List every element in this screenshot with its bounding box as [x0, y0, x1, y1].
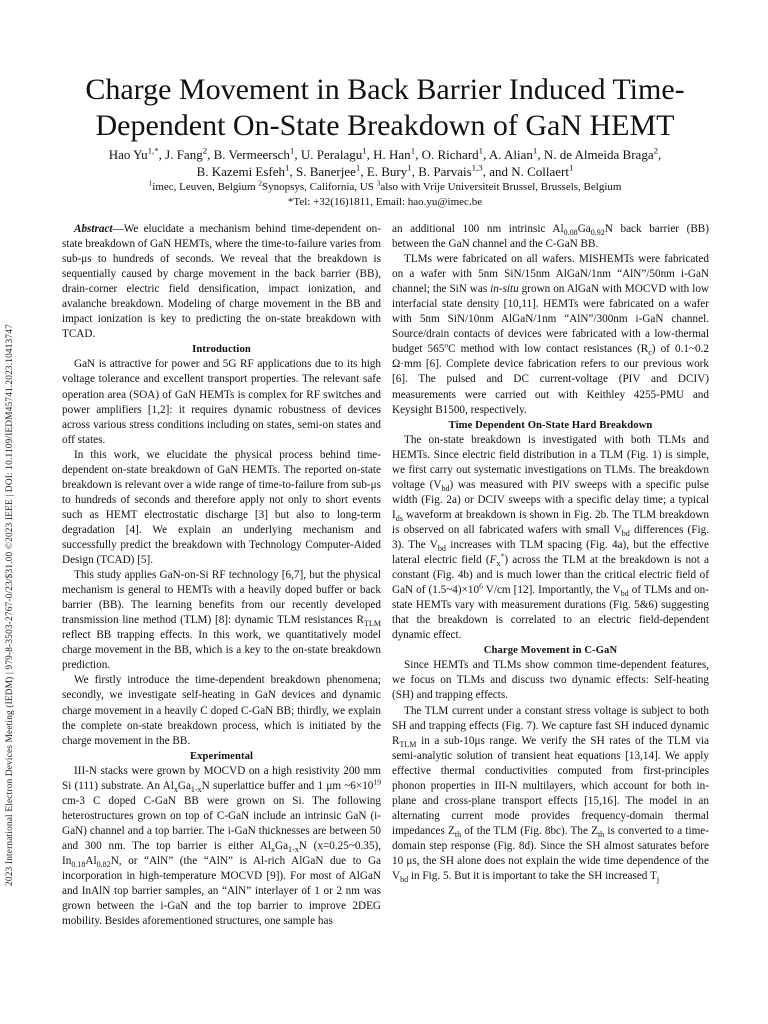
- authors-line-2: B. Kazemi Esfeh$^1$, S. Banerjee$^1$, E. Bury$^1$, B. Parvais$^{1,3}$, and N. Collaert$^1$: [196, 162, 574, 179]
- paper-header: [40, 72, 730, 210]
- section-heading-introduction: Introduction: [192, 344, 251, 356]
- affiliations: $^1$imec, Leuven, Belgium $^2$Synopsys, California, US $^3$also with Vrije Universiteit Brussel, Brussels, Belgium: [148, 178, 622, 193]
- abstract-label: Abstract: [74, 223, 113, 235]
- section-heading-experimental: Experimental: [189, 750, 254, 762]
- title-line-2: Dependent On-State Breakdown of GaN HEMT: [95, 109, 675, 142]
- charge-movement-paragraph-2: The TLM current under a constant stress voltage is subject to both SH and trapping effects (Fig. 7). We capture fast SH induced dynamic $R_{TLM}$ in a sub-10μs range. We verify the SH rates of the TLM via semi-analytic solution of transient heat equations [13,14]. We apply effective thermal conductivities computed from first-principles phonon properties in III-N multilayers, which account for both in-plane and cross-plane transport effects [15,16]. The model in an alternating current mode provides frequency-domain thermal impedances $Z_{th}$ of the TLM (Fig. 8bc). The $Z_{th}$ is converted to a time-domain step response (Fig. 8d). Since the SH almost saturates before 10 μs, the SH alone does not explain the wide time dependence of the $V_{bd}$ in Fig. 5. But it is important to take the SH increased $T_j$: [392, 704, 709, 885]
- left-column: [62, 222, 381, 929]
- experimental-paragraph-2: TLMs were fabricated on all wafers. MISHEMTs were fabricated on a wafer with 5nm SiN/15nm AlGaN/1nm “AlN”/50nm i-GaN channel; the SiN was in-situ grown on AlGaN with MOCVD with low interfacial state density [10,11]. HEMTs were fabricated on a wafer with 5nm SiN/10nm AlGaN/1nm “AlN”/300nm i-GaN channel. Source/drain contacts of devices were fabricated with a low-thermal budget 565$^o$C method with low contact resistances $(R_c)$ of 0.1~0.2 Ω·mm [6]. Complete device fabrication refers to our previous work [6]. The pulsed and DC current-voltage (PIV and DCIV) measurements were carried out with Keithley 4255-PMU and Keysight B1500, respectively.: [392, 253, 709, 416]
- intro-paragraph-4: We firstly introduce the time-dependent breakdown phenomena; secondly, we investigate self-heating in GaN devices and dynamic charge movement in a heavily C doped C-GaN BB; thirdly, we explain the complete on-state breakdown process, which is initiated by the charge movement in the BB.: [62, 674, 381, 747]
- experimental-paragraph-1: III-N stacks were grown by MOCVD on a high resistivity 200 mm Si (111) substrate. An $Al_xGa_{1-x}N$ superlattice buffer and 1 μm $\sim 6\times 10^{19}$ cm-3 C doped C-GaN BB were grown on Si. The following heterostructures grown on top of C-GaN include an intrinsic GaN (i-GaN) channel and a top barrier. The i-GaN thicknesses are between 50 and 300 nm. The top barrier is either $Al_xGa_{1-x}N$ (x=0.25~0.35), $In_{0.18}Al_{0.82}N$, or “AlN” (the “AlN” is Al-rich AlGaN due to Ga incorporation in high-temperature MOCVD [9]). For most of AlGaN and InAlN top barrier samples, an “AlN” interlayer of 1 or 2 nm was grown between the i-GaN and the top barrier to improve 2DEG mobility. Besides aforementioned structures, one sample has: [62, 764, 382, 928]
- doi-citation-text: 2023 International Electron Devices Meeting (IEDM) | 979-8-3503-2767-0/23/$31.00 ©2023 IEEE | DOI: 10.1109/IEDM45741.2023.10413747: [5, 324, 15, 886]
- intro-paragraph-1: GaN is attractive for power and 5G RF applications due to its high voltage tolerance and excellent transport properties. The relevant safe operation area (SOA) of GaN HEMTs is complex for RF switches and power amplifiers [1,2]: it requires dynamic robustness of devices across various stress conditions including on states, semi-on states and off states.: [62, 358, 381, 446]
- experimental-paragraph-continued: an additional 100 nm intrinsic $Al_{0.08}Ga_{0.92}N$ back barrier (BB) between the GaN channel and the C-GaN BB.: [392, 223, 709, 251]
- abstract-text: —We elucidate a mechanism behind time-dependent on-state breakdown of GaN HEMTs, where the time-to-failure varies from sub-μs to hundreds of seconds. We reveal that the breakdown is sequentially caused by charge movement in the back barrier (BB), drain-corner electric field densification, impact ionization, and avalanche breakdown. Modeling of charge movement in the BB and impact ionization is key to predicting the on-state breakdown with TCAD.: [62, 223, 381, 341]
- section-heading-charge-movement: Charge Movement in C-GaN: [483, 645, 618, 657]
- title-line-1: Charge Movement in Back Barrier Induced Time-: [85, 73, 685, 106]
- ieee-doi-sidebar: [1, 210, 19, 1000]
- intro-paragraph-2: In this work, we elucidate the physical process behind time-dependent on-state breakdown of GaN HEMTs. The reported on-state breakdown is relevant over a wide range of time-to-failure from sub-μs to hundreds of seconds and therefore apply not only to short events such as HEMT electrostatic discharge [3] but also to long-term degradation [4]. We explain an underlying mechanism and successfully predict the breakdown with Technology Computer-Aided Design (TCAD) [5].: [62, 448, 381, 567]
- author-list: [40, 147, 730, 180]
- authors-line-1: Hao $Yu^{1,*}$, J. Fang$^2$, B. Vermeersch$^1$, U. Peralagu$^1$, H. Han$^1$, O. Richard$^1$, A. Alian$^1$, N. de Almeida Braga$^2$,: [108, 145, 662, 162]
- section-heading-time-dependent-breakdown: Time Dependent On-State Hard Breakdown: [448, 419, 653, 431]
- charge-movement-paragraph-1: Since HEMTs and TLMs show common time-dependent features, we focus on TLMs and discuss two dynamic effects: Self-heating (SH) and trapping effects.: [392, 659, 709, 702]
- intro-paragraph-3: This study applies GaN-on-Si RF technology [6,7], but the physical mechanism is general to HEMTs with a heavily doped buffer or back barrier (BB). The learning benefits from our recently developed transmission line method (TLM) [8]: dynamic TLM resistances $R_{TLM}$ reflect BB trapping effects. In this work, we quantitatively model charge movement in the BB, which is a key to the on-state breakdown prediction.: [62, 569, 381, 672]
- breakdown-paragraph-1: The on-state breakdown is investigated with both TLMs and HEMTs. Since electric field distribution in a TLM (Fig. 1) is simple, we first carry out systematic investigations on TLMs. The breakdown voltage $(V_{bd})$ was measured with PIV sweeps with a specific pulse width (Fig. 2a) or DCIV sweeps with a specific delay time; a typical $I_{ds}$ waveform at breakdown is shown in Fig. 2b. The TLM breakdown is observed on all fabricated wafers with small $V_{bd}$ differences (Fig. 3). The $V_{bd}$ increases with TLM spacing (Fig. 4a), but the effective lateral electric field $(F_x^*)$ across the TLM at the breakdown is not a constant (Fig. 4b) and is much lower than the critical electric field of GaN of $(1.5\sim 4)\times 10^6$ V/cm [12]. Importantly, the $V_{bd}$ of TLMs and on-state HEMTs vary with measurement durations (Fig. 5&6) suggesting that the breakdown is correlated to an electric field-dependent dynamic effect.: [392, 433, 710, 642]
- paper-title: [40, 72, 730, 144]
- abstract: [62, 222, 381, 342]
- right-column: [392, 222, 709, 884]
- contact-info: *Tel: +32(16)1811, Email: hao.yu@imec.be: [287, 196, 483, 208]
